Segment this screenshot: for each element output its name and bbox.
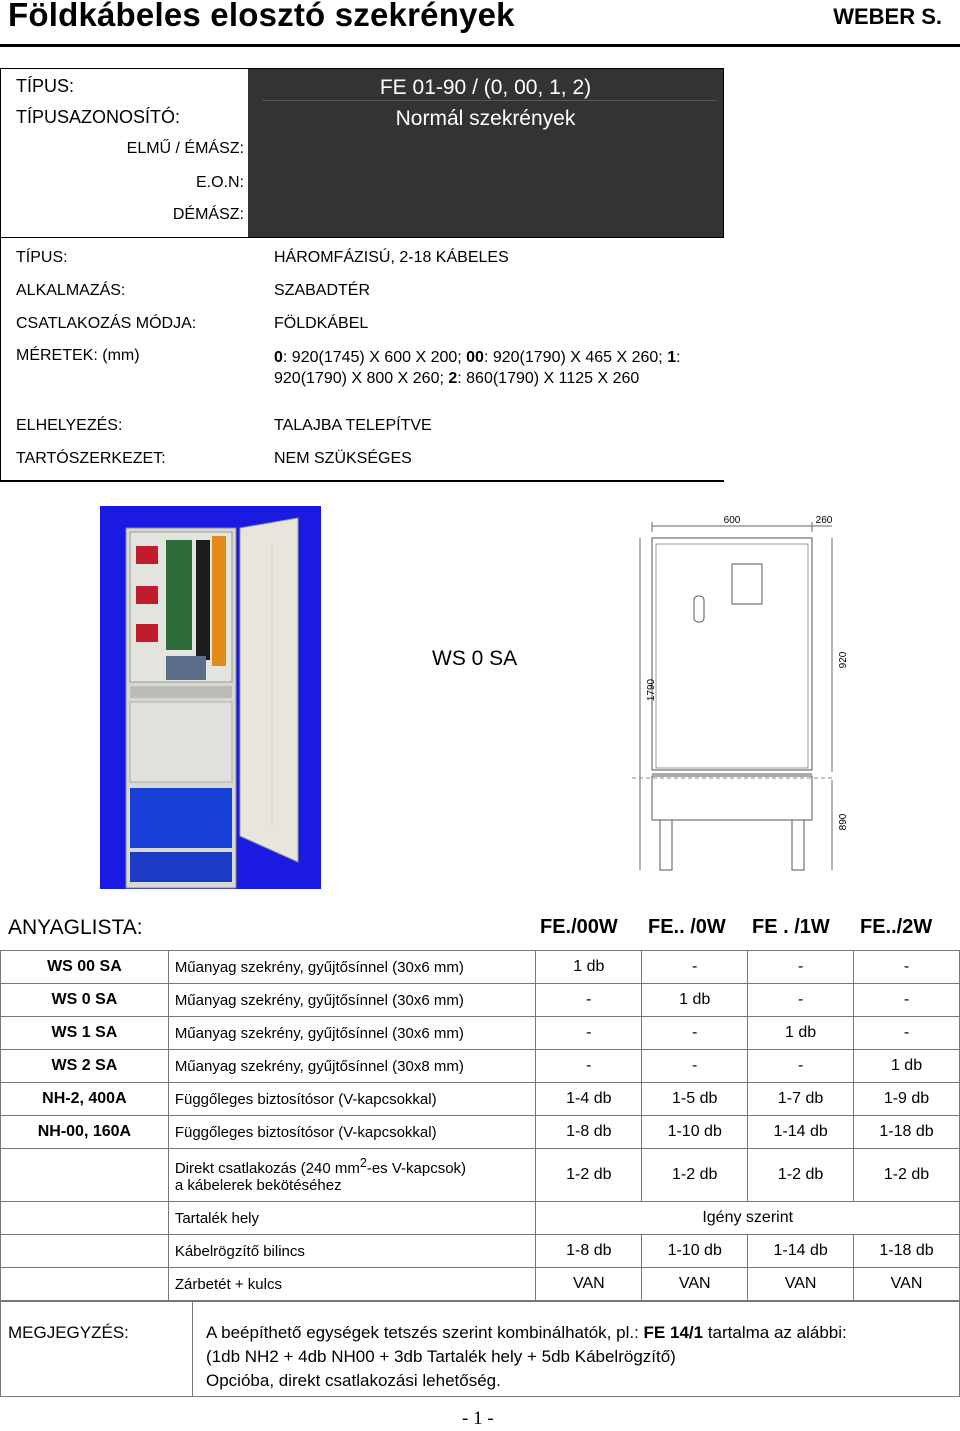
id-label-eon: E.O.N: xyxy=(195,174,244,191)
table-row xyxy=(1,1050,960,1083)
column-header-1w: FE . /1W xyxy=(752,916,830,938)
spec-value-elhelyezes: TALAJBA TELEPÍTVE xyxy=(274,417,432,434)
part-qty: - xyxy=(642,1050,748,1083)
spec-value-alkalmazas: SZABADTÉR xyxy=(274,282,371,299)
part-qty: 1-4 db xyxy=(536,1083,642,1116)
direct-desc-sup: 2 xyxy=(359,1156,367,1170)
note-line-1 xyxy=(206,1321,847,1345)
part-qty: 1 db xyxy=(748,1017,854,1050)
part-qty: 1-18 db xyxy=(854,1235,960,1268)
note-line-3: Opcióba, direkt csatlakozási lehetőség. xyxy=(206,1371,501,1390)
direct-desc-a: Direkt csatlakozás (240 mm xyxy=(174,1160,360,1177)
part-qty: - xyxy=(536,1017,642,1050)
note-text xyxy=(206,1321,847,1393)
dim-height-upper: 920 xyxy=(838,651,849,669)
part-qty: 1-2 db xyxy=(536,1149,642,1202)
part-desc: Függőleges biztosítósor (V-kapcsokkal) xyxy=(168,1116,536,1149)
parts-table xyxy=(0,950,960,1301)
spec-value-tartoszerkezet: NEM SZÜKSÉGES xyxy=(274,450,412,467)
part-qty: - xyxy=(854,951,960,984)
spec-label-alkalmazas: ALKALMAZÁS: xyxy=(16,282,126,299)
part-code-empty xyxy=(1,1202,169,1235)
note-line-1-pre: A beépíthető egységek tetszés szerint kombinálhatók, pl.: xyxy=(206,1323,644,1342)
cabinet-photo-illustration xyxy=(100,506,321,889)
spec-label-meretek xyxy=(16,347,140,365)
column-header-00w: FE./00W xyxy=(540,916,618,938)
part-qty: - xyxy=(642,951,748,984)
part-code-empty xyxy=(1,1268,169,1301)
spec-label-elhelyezes: ELHELYEZÉS: xyxy=(16,417,123,434)
part-qty: 1 db xyxy=(536,951,642,984)
id-label-demasz: DÉMÁSZ: xyxy=(172,206,244,223)
part-desc: Műanyag szekrény, gyűjtősínnel (30x6 mm) xyxy=(168,984,536,1017)
part-qty: 1-5 db xyxy=(642,1083,748,1116)
part-qty: 1 db xyxy=(642,984,748,1017)
size-text-0: : 920(1745) X 600 X 200; xyxy=(282,349,467,366)
title-rule xyxy=(0,44,960,47)
column-header-0w: FE.. /0W xyxy=(648,916,726,938)
part-qty: 1-8 db xyxy=(536,1116,642,1149)
dim-height-base: 890 xyxy=(838,813,849,831)
id-label-tipusazonosito: TÍPUSAZONOSÍTÓ: xyxy=(16,107,181,127)
part-qty: 1-2 db xyxy=(642,1149,748,1202)
table-row xyxy=(1,1235,960,1268)
spec-value-tipus: HÁROMFÁZISÚ, 2-18 KÁBELES xyxy=(274,249,509,266)
part-code: WS 00 SA xyxy=(1,951,169,984)
table-row xyxy=(1,951,960,984)
part-desc: Tartalék hely xyxy=(168,1202,536,1235)
part-qty: - xyxy=(748,1050,854,1083)
brand-name: WEBER S. xyxy=(833,4,942,29)
part-qty: VAN xyxy=(642,1268,748,1301)
note-label: MEGJEGYZÉS: xyxy=(8,1323,129,1342)
parts-list-title: ANYAGLISTA: xyxy=(8,916,143,939)
page-number: - 1 - xyxy=(462,1408,494,1429)
part-code-empty xyxy=(1,1235,169,1268)
dark-panel-divider xyxy=(262,100,717,101)
column-header-2w: FE../2W xyxy=(860,916,933,938)
table-row xyxy=(1,1202,960,1235)
technical-drawing-svg xyxy=(620,510,880,890)
table-row xyxy=(1,1116,960,1149)
part-desc: Műanyag szekrény, gyűjtősínnel (30x8 mm) xyxy=(168,1050,536,1083)
part-desc: Zárbetét + kulcs xyxy=(168,1268,536,1301)
part-qty: - xyxy=(854,984,960,1017)
table-row xyxy=(1,984,960,1017)
meretek-label-text: MÉRETEK: xyxy=(16,347,98,364)
part-qty: 1-2 db xyxy=(854,1149,960,1202)
size-text-1: : 920(1790) X 800 X 260; xyxy=(274,349,681,387)
direct-desc-b: -es V-kapcsok) xyxy=(366,1160,467,1177)
part-code-empty xyxy=(1,1149,169,1202)
dim-height-total: 1790 xyxy=(646,678,657,702)
spec-label-tartoszerkezet: TARTÓSZERKEZET: xyxy=(16,450,166,467)
part-qty: 1-9 db xyxy=(854,1083,960,1116)
size-key-1: 1 xyxy=(667,349,677,366)
table-row xyxy=(1,1083,960,1116)
part-qty: - xyxy=(748,984,854,1017)
part-desc: Műanyag szekrény, gyűjtősínnel (30x6 mm) xyxy=(168,1017,536,1050)
size-key-0: 0 xyxy=(274,349,283,366)
note-divider xyxy=(192,1301,193,1397)
part-qty: - xyxy=(642,1017,748,1050)
part-qty: 1-10 db xyxy=(642,1116,748,1149)
part-qty: 1-7 db xyxy=(748,1083,854,1116)
part-qty: 1 db xyxy=(854,1050,960,1083)
part-desc: Kábelrögzítő bilincs xyxy=(168,1235,536,1268)
spec-left-border xyxy=(0,238,1,482)
part-qty: 1-18 db xyxy=(854,1116,960,1149)
part-qty: 1-2 db xyxy=(748,1149,854,1202)
part-qty: - xyxy=(748,951,854,984)
type-name: Normál szekrények xyxy=(395,107,576,130)
page-title: Földkábeles elosztó szekrények xyxy=(8,0,515,33)
type-value: FE 01-90 / (0, 00, 1, 2) xyxy=(379,76,592,99)
direct-desc-c: a kábelerek bekötéséhez xyxy=(174,1177,342,1194)
dim-width: 600 xyxy=(723,515,741,526)
part-qty: 1-8 db xyxy=(536,1235,642,1268)
part-code: WS 2 SA xyxy=(1,1050,169,1083)
table-row xyxy=(1,1017,960,1050)
part-qty: VAN xyxy=(854,1268,960,1301)
dim-depth: 260 xyxy=(815,515,833,526)
note-line-2: (1db NH2 + 4db NH00 + 3db Tartalék hely + 5db Kábelrögzítő) xyxy=(206,1347,676,1366)
part-qty: - xyxy=(854,1017,960,1050)
note-line-1-post: tartalma az alábbi: xyxy=(703,1323,847,1342)
part-code: NH-2, 400A xyxy=(1,1083,169,1116)
part-desc: Függőleges biztosítósor (V-kapcsokkal) xyxy=(168,1083,536,1116)
spec-label-tipus: TÍPUS: xyxy=(16,249,68,266)
spec-value-csatlakozas: FÖLDKÁBEL xyxy=(274,315,369,332)
table-row xyxy=(1,1149,960,1202)
spec-bottom-rule xyxy=(0,480,724,482)
note-line-1-bold: FE 14/1 xyxy=(643,1323,704,1342)
size-text-2: : 860(1790) X 1125 X 260 xyxy=(457,370,640,387)
part-code: WS 1 SA xyxy=(1,1017,169,1050)
part-desc xyxy=(168,1149,536,1202)
part-qty: 1-10 db xyxy=(642,1235,748,1268)
size-key-2: 2 xyxy=(448,370,458,387)
meretek-unit: (mm) xyxy=(102,347,140,364)
part-qty: 1-14 db xyxy=(748,1235,854,1268)
cabinet-technical-drawing xyxy=(620,510,880,890)
id-label-tipus: TÍPUS: xyxy=(16,76,75,96)
part-qty: - xyxy=(536,984,642,1017)
id-label-elmu-emasz: ELMŰ / ÉMÁSZ: xyxy=(126,140,244,157)
size-text-00: : 920(1790) X 465 X 260; xyxy=(483,349,668,366)
part-qty: - xyxy=(536,1050,642,1083)
part-desc: Műanyag szekrény, gyűjtősínnel (30x6 mm) xyxy=(168,951,536,984)
table-row xyxy=(1,1268,960,1301)
part-code: NH-00, 160A xyxy=(1,1116,169,1149)
part-qty: 1-14 db xyxy=(748,1116,854,1149)
cabinet-model-label: WS 0 SA xyxy=(432,647,518,670)
part-qty: VAN xyxy=(748,1268,854,1301)
spec-value-meretek xyxy=(274,347,714,389)
cabinet-photo xyxy=(100,506,321,889)
part-qty: VAN xyxy=(536,1268,642,1301)
part-qty-merged: Igény szerint xyxy=(536,1202,960,1235)
part-code: WS 0 SA xyxy=(1,984,169,1017)
size-key-00: 00 xyxy=(466,349,484,366)
spec-label-csatlakozas: CSATLAKOZÁS MÓDJA: xyxy=(16,315,197,332)
